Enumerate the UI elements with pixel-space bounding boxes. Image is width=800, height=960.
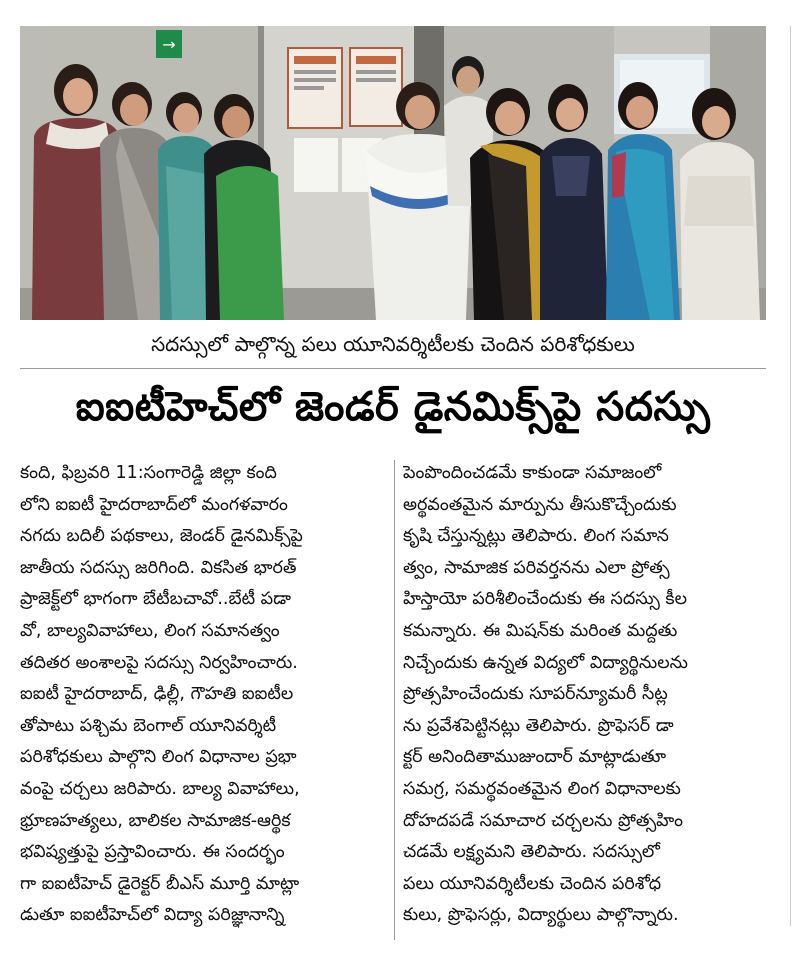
text-line: తోపాటు పశ్చిమ బెంగాల్ యూనివర్శిటీ	[20, 715, 277, 736]
headline: ఐఐటీహెచ్‌లో జెండర్ డైనమిక్స్‌పై సదస్సు	[75, 384, 711, 430]
notice-paper	[294, 138, 338, 192]
text-line: త్వం, సామాజిక పరివర్తనను ఎలా ప్రోత్స	[403, 557, 670, 578]
text-line: చడమే లక్ష్యమని తెలిపారు. సదస్సులో	[403, 842, 660, 863]
text-line: పెంపొందించడమే కాకుండా సమాజంలో	[403, 463, 662, 483]
text-line: కులు, ప్రొఫెసర్లు, విద్యార్థులు పాల్గొన్నారు.	[403, 905, 679, 926]
text-line: ను ప్రవేశపెట్టినట్లు తెలిపారు. ప్రొఫెసర్ డా	[403, 715, 674, 736]
text-line: జాతీయ సదస్సు జరిగింది. వికసిత భారత్	[20, 557, 297, 578]
text-line: డుతూ ఐఐటీహెచ్‌లో విద్యా పరిజ్ఞానాన్ని	[20, 905, 285, 926]
text-line: పరిశోధకులు పాల్గొని లింగ విధానాల ప్రభా	[20, 747, 297, 768]
text-line: ప్రాజెక్ట్‌లో భాగంగా బేటీబచావో..బేటీ పడా	[20, 589, 291, 610]
text-line: లోని ఐఐటీ హైదరాబాద్‌లో మంగళవారం	[20, 494, 288, 515]
article-column-left	[20, 458, 385, 932]
text-line: సమగ్ర, సమర్థవంతమైన లింగ విధానాలకు	[403, 778, 681, 799]
article-body	[20, 458, 766, 948]
text-line: క్టర్ అనిందితాముజుందార్ మాట్లాడుతూ	[403, 747, 667, 768]
text-line: భవిష్యత్తుపై ప్రస్తావించారు. ఈ సందర్భం	[20, 842, 285, 863]
exit-sign-arrow: →	[162, 35, 176, 54]
group-photo	[20, 26, 766, 320]
photo-caption: సదస్సులో పాల్గొన్న పలు యూనివర్శిటీలకు చెందిన పరిశోధకులు	[20, 324, 766, 369]
text-line: కంది, ఫిబ్రవరి 11:సంగారెడ్డి జిల్లా కంది	[20, 463, 277, 483]
text-line: భ్రూణహత్యలు, బాలికల సామాజిక-ఆర్థిక	[20, 810, 291, 831]
text-line: ప్రోత్సహించేందుకు సూపర్‌న్యూమరీ సీట్ల	[403, 684, 668, 705]
text-line: అర్థవంతమైన మార్పును తీసుకొచ్చేందుకు	[403, 494, 677, 515]
text-line: వంపై చర్చలు జరిపారు. బాల్య వివాహాలు,	[20, 778, 300, 799]
text-line: కమన్నారు. ఈ మిషన్‌కు మరింత మద్దతు	[403, 620, 678, 641]
text-line: పలు యూనివర్శిటీలకు చెందిన పరిశోధ	[403, 873, 662, 894]
column-divider	[394, 460, 395, 940]
text-line: వో, బాల్యవివాహాలు, లింగ సమానత్వం	[20, 620, 280, 641]
text-line: దోహదపడే సమాచార చర్చలను ప్రోత్సహిం	[403, 810, 683, 831]
article-column-right	[403, 458, 768, 932]
text-line: నిచ్చేందుకు ఉన్నత విద్యలో విద్యార్థినులను	[403, 652, 688, 673]
page-edge-rule	[790, 26, 791, 926]
text-line: గా ఐఐటీహెచ్ డైరెక్టర్ బీఎస్ మూర్తి మాట్లా	[20, 873, 300, 894]
text-line: నగదు బదిలీ పథకాలు, జెండర్ డైనమిక్స్‌పై	[20, 526, 303, 547]
text-line: ఐఐటీ హైదరాబాద్, ఢిల్లీ, గౌహతి ఐఐటీల	[20, 684, 294, 705]
group-photo-illustration	[20, 26, 766, 320]
text-line: హిస్తాయో పరిశీలించేందుకు ఈ సదస్సు కీల	[403, 589, 687, 610]
text-line: తదితర అంశాలపై సదస్సు నిర్వహించారు.	[20, 652, 298, 673]
text-line: కృషి చేస్తున్నట్లు తెలిపారు. లింగ సమాన	[403, 526, 669, 547]
